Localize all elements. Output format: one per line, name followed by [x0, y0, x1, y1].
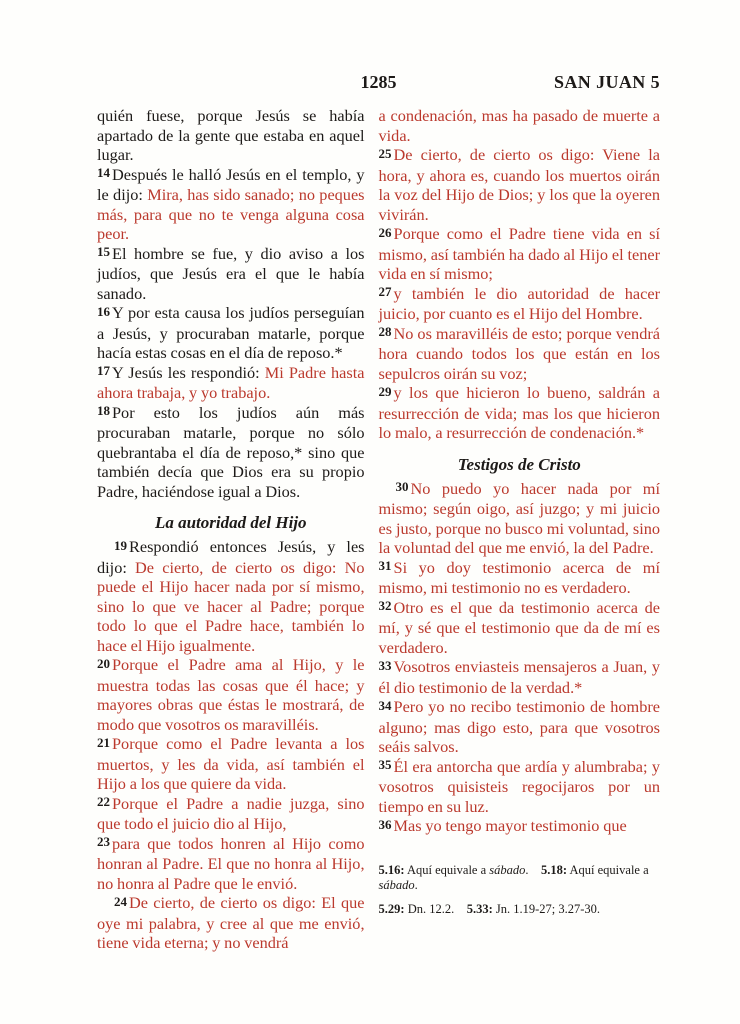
- red-letter-text: Mi Padre hasta ahora trabaja, y yo trabajo.: [97, 362, 365, 402]
- verse-number: 34: [378, 697, 392, 713]
- red-letter-text: a condenación, mas ha pasado de muerte a vida.: [378, 106, 660, 145]
- verse-number: 24: [114, 893, 127, 909]
- red-letter-text: Otro es el que da testimonio acerca de mí, y sé que el testimonio que da de mí es verdadero.: [378, 597, 660, 657]
- red-letter-text: Vosotros enviasteis mensajeros a Juan, y él dio testimonio de la verdad.*: [378, 657, 660, 697]
- red-letter-text: No puedo yo hacer nada por mí mismo; según oigo, así juzgo; y mi juicio es justo, porque no busco mi voluntad, sino la voluntad del que me envió, la del Padre.: [378, 478, 660, 557]
- verse-number: 21: [97, 734, 110, 750]
- verse-24: [97, 893, 365, 953]
- verse-number: 32: [378, 598, 392, 613]
- text-column-left: [97, 106, 365, 953]
- footnote-text: Jn. 1.19-27; 3.27-30.: [492, 901, 601, 916]
- verse-36: [379, 816, 660, 837]
- verse-27: [379, 284, 660, 324]
- verse-number: 16: [97, 303, 110, 319]
- two-column-text-block: [97, 106, 660, 953]
- verse-number: 33: [378, 657, 392, 673]
- verse-number: 25: [378, 145, 392, 161]
- verse-number: 30: [395, 479, 409, 494]
- red-letter-text: Porque el Padre a nadie juzga, sino que todo el juicio dio al Hijo,: [97, 793, 365, 833]
- footnote-text: 5.18:: [541, 862, 568, 877]
- footnotes: [379, 863, 660, 918]
- verse-18: [97, 403, 365, 502]
- verse-32: [379, 598, 660, 658]
- verse-21: [97, 734, 365, 794]
- red-letter-text: No os maravilléis de esto; porque vendrá hora cuando todos los que están en los sepulcros oirán su voz;: [378, 323, 660, 383]
- red-letter-text: Porque el Padre ama al Hijo, y le muestra todas las cosas que él hace; y mayores obras que éstas le mostrará, de modo que vosotros os maravilléis.: [97, 655, 365, 734]
- verse-number: 29: [378, 383, 392, 399]
- verse-text: Respondió entonces Jesús, y les dijo:: [97, 537, 365, 577]
- verse-number: 14: [97, 165, 110, 180]
- footnote-text: sábado: [378, 878, 415, 892]
- continuation-paragraph: [97, 106, 365, 165]
- red-letter-text: Mira, has sido sanado; no peques más, para que no te venga alguna cosa peor.: [97, 185, 365, 243]
- book-chapter-header: SAN JUAN 5: [553, 72, 660, 92]
- verse-15: [97, 244, 365, 304]
- red-letter-text: Pero yo no recibo testimonio de hombre alguno; mas digo esto, para que vosotros seáis salvos.: [378, 697, 660, 756]
- verse-29: [379, 383, 660, 443]
- verse-33: [379, 657, 660, 697]
- footnote-entry: [379, 863, 660, 894]
- footnote-text: Dn. 12.2.: [404, 901, 467, 916]
- verse-text: Después le halló Jesús en el templo, y le dijo:: [97, 164, 365, 204]
- verse-34: [379, 697, 660, 757]
- verse-text: Y Jesús les respondió:: [112, 362, 265, 382]
- verse-35: [379, 757, 660, 817]
- verse-number: 19: [114, 537, 127, 553]
- verse-22: [97, 794, 365, 834]
- verse-number: 18: [97, 403, 110, 418]
- footnote-text: Aquí equivale a: [404, 862, 490, 877]
- verse-number: 15: [97, 244, 110, 259]
- verse-number: 35: [378, 757, 392, 772]
- verse-30: [379, 479, 660, 558]
- verse-number: 28: [378, 324, 392, 339]
- red-letter-text: y también le dio autoridad de hacer juicio, por cuanto es el Hijo del Hombre.: [378, 283, 660, 323]
- footnote-entry: [379, 902, 660, 918]
- verse-14: [97, 165, 365, 244]
- verse-number: 23: [97, 834, 110, 849]
- text-column-right: [379, 106, 660, 953]
- verse-text: Por esto los judíos aún más procuraban matarle, porque no sólo quebrantaba el día de reposo,* sino que también decía que Dios era su propio Padre, haciéndose igual a Dios.: [97, 402, 365, 501]
- verse-20: [97, 655, 365, 734]
- verse-26: [379, 224, 660, 284]
- section-heading: Testigos de Cristo: [457, 454, 581, 474]
- verse-28: [379, 324, 660, 384]
- section-heading: La autoridad del Hijo: [154, 513, 307, 532]
- verse-text: El hombre se fue, y dio aviso a los judíos, que Jesús era el que le había sanado.: [97, 243, 365, 303]
- verse-number: 31: [378, 558, 392, 573]
- red-letter-text: para que todos honren al Hijo como honran al Padre. El que no honra al Hijo, no honra al Padre que le envió.: [97, 833, 365, 893]
- red-letter-text: De cierto, de cierto os digo: No puede el Hijo hacer nada por sí mismo, sino lo que ve hacer al Padre; porque todo lo que el Padre hace, también lo hace el Hijo igualmente.: [97, 557, 365, 655]
- footnote-text: Aquí equivale a: [567, 862, 649, 877]
- verse-19: [97, 537, 365, 655]
- red-letter-text: y los que hicieron lo bueno, saldrán a resurrección de vida; mas los que hicieron lo malo, a resurrección de condenación.*: [378, 383, 660, 442]
- red-letter-text: Si yo doy testimonio acerca de mí mismo, mi testimonio no es verdadero.: [378, 557, 660, 597]
- verse-number: 27: [378, 284, 392, 299]
- red-letter-text: De cierto, de cierto os digo: El que oye mi palabra, y cree al que me envió, tiene vida eterna; y no vendrá: [97, 893, 365, 952]
- red-letter-text: Porque como el Padre tiene vida en sí mismo, así también ha dado al Hijo el tener vida en sí mismo;: [378, 224, 660, 283]
- red-letter-text: Porque como el Padre levanta a los muertos, y les da vida, así también el Hijo a los que quiere da vida.: [97, 734, 365, 793]
- footnote-text: .: [525, 862, 542, 877]
- page-number: 1285: [360, 72, 397, 92]
- red-letter-text: Él era antorcha que ardía y alumbraba; y vosotros quisisteis regocijaros por un tiempo en su luz.: [378, 756, 660, 816]
- verse-text: quién fuese, porque Jesús se había apartado de la gente que estaba en aquel lugar.: [97, 106, 365, 164]
- verse-23: [97, 834, 365, 894]
- verse-number: 26: [378, 224, 392, 240]
- verse-17: [97, 363, 365, 403]
- verse-number: 22: [97, 794, 110, 809]
- continuation-paragraph: [379, 106, 660, 145]
- verse-number: 20: [97, 655, 110, 671]
- footnote-text: 5.33:: [466, 901, 493, 916]
- footnote-text: 5.16:: [378, 862, 405, 877]
- verse-31: [379, 558, 660, 598]
- page-header: [97, 72, 660, 96]
- verse-number: 36: [378, 816, 392, 832]
- verse-25: [379, 145, 660, 224]
- verse-text: Y por esta causa los judíos perseguían a Jesús, y procuraban matarle, porque hacía estas cosas en el día de reposo.*: [97, 303, 365, 362]
- footnote-text: sábado: [489, 862, 526, 877]
- red-letter-text: Mas yo tengo mayor testimonio que: [393, 816, 627, 835]
- verse-number: 17: [97, 363, 110, 378]
- footnote-text: 5.29:: [378, 901, 405, 916]
- footnote-text: .: [414, 878, 418, 892]
- verse-16: [97, 303, 365, 363]
- red-letter-text: De cierto, de cierto os digo: Viene la hora, y ahora es, cuando los muertos oirán la voz del Hijo de Dios; y los que la oyeren vivirán.: [378, 145, 660, 224]
